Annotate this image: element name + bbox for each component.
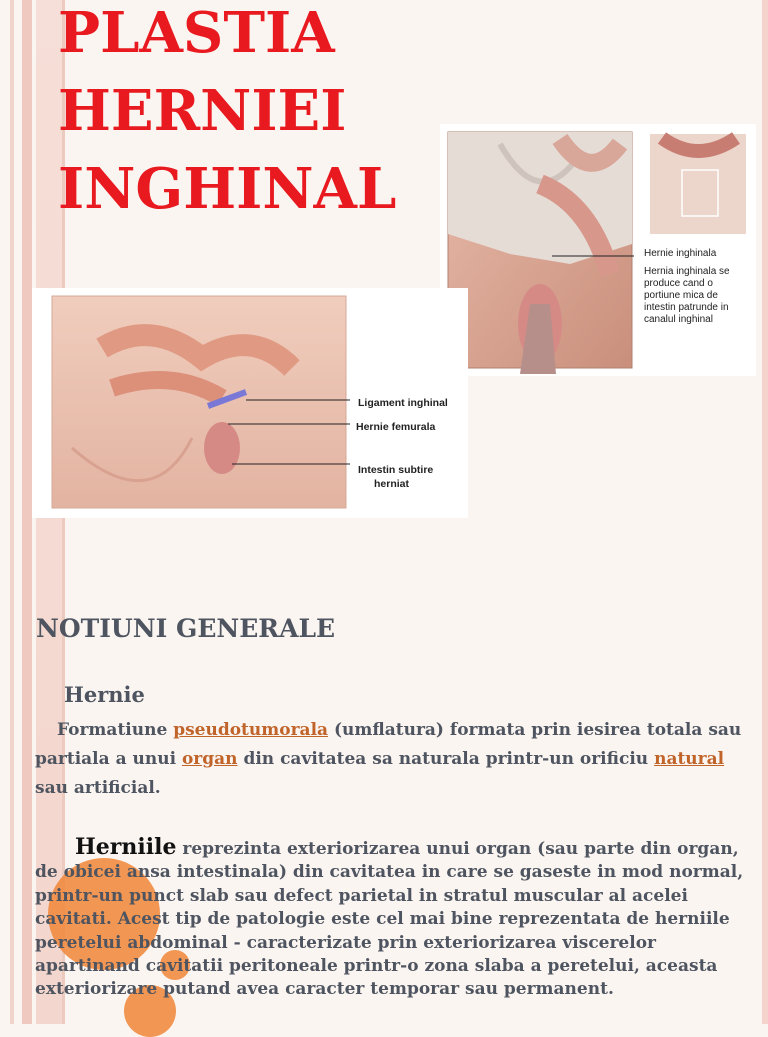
caption-line: produce cand o [644, 278, 713, 289]
decor-stripe [10, 0, 14, 1024]
caption-line: Hernia inghinala se [644, 266, 730, 277]
para-text: sau artificial. [35, 778, 161, 798]
para-text: Formatiune [57, 720, 174, 740]
label-intestin-subtire: Intestin subtire [358, 464, 434, 476]
page-title [58, 0, 448, 228]
title-line: PLASTIA [58, 0, 335, 66]
title-line: INGHINAL [58, 156, 397, 222]
caption-line: intestin patrunde in [644, 302, 729, 313]
label-hernie-inghinala: Hernie inghinala [644, 248, 717, 259]
link-natural[interactable]: natural [654, 749, 725, 769]
decor-right-bar [762, 0, 768, 1024]
herniile-paragraph [35, 836, 750, 1002]
para-text: reprezinta exteriorizarea unui organ (sau parte din organ, de obicei ansa intestinala) din cavitatea in care se gaseste in mod normal, printr-un punct slab sau defect parietal in stratul muscular al acelei cavitati. Acest tip de patologie este cel mai bine reprezentata de herniile peretelui abdominal - caracterizate prin exteriorizarea viscerelor apartinand cavitatii peritoneale printr-o zona slaba a peretelui, aceasta exteriorizare putand avea caracter temporar sau permanent. [35, 839, 744, 1000]
title-line: HERNIEI [58, 78, 347, 144]
label-herniat: herniat [374, 478, 410, 490]
label-hernie-femurala: Hernie femurala [356, 421, 436, 433]
caption-line: canalul inghinal [644, 314, 713, 325]
section-heading: NOTIUNI GENERALE [36, 614, 336, 643]
decor-stripe [22, 0, 32, 1024]
para-text: (umflatura) formata prin iesirea totala sau partiala a unui [35, 720, 742, 769]
definition-paragraph [35, 716, 750, 803]
link-pseudotumorala[interactable]: pseudotumorala [173, 720, 329, 740]
link-organ[interactable]: organ [181, 749, 238, 769]
para-text: din cavitatea sa naturala printr-un orificiu [237, 749, 655, 769]
svg-text:Hernia inghinala se prod [644, 266, 732, 325]
label-ligament-inghinal: Ligament inghinal [358, 397, 448, 409]
para-lead: Herniile [75, 834, 177, 860]
femoral-hernia-illustration [32, 288, 468, 518]
figure-inguinal-hernia [440, 124, 756, 376]
caption-line: portiune mica de [644, 290, 718, 301]
inguinal-hernia-illustration [440, 124, 756, 376]
figure-femoral-hernia [32, 288, 468, 518]
subheading-hernie: Hernie [64, 682, 145, 707]
